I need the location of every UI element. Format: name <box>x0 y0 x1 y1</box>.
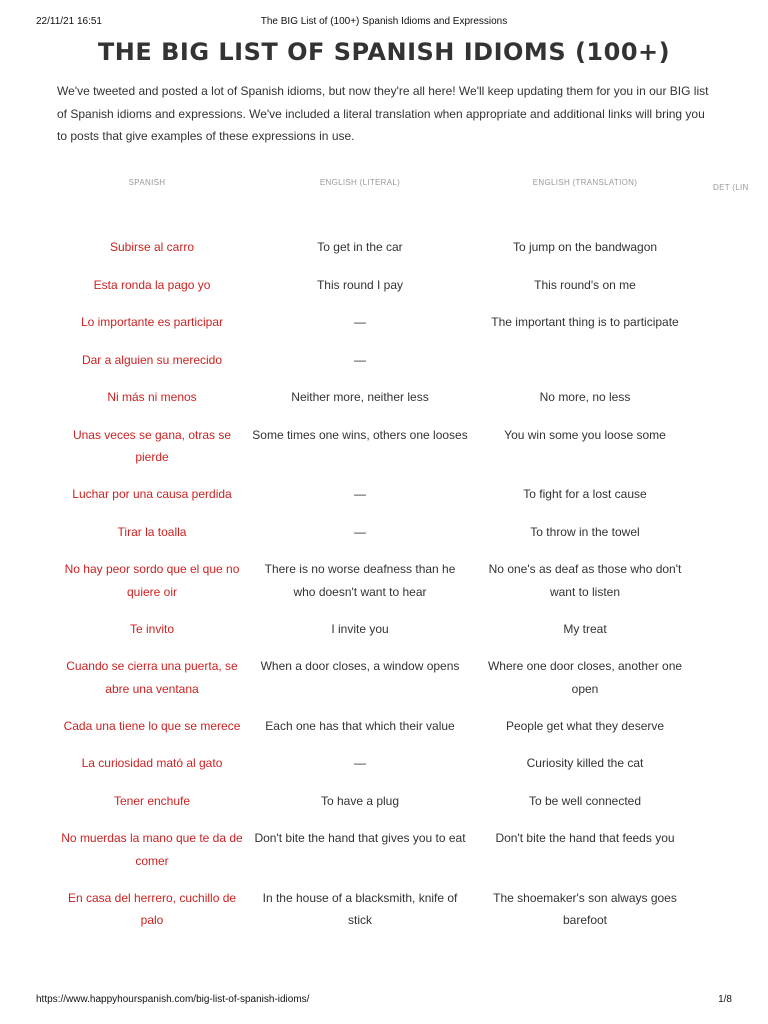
cell-literal: Each one has that which their value <box>265 718 455 733</box>
column-header-details: DET (LIN <box>713 183 749 192</box>
cell-literal: This round I pay <box>316 277 404 292</box>
cell-literal: — <box>354 756 366 770</box>
cell-translation: This round's on me <box>534 277 636 292</box>
print-doc-title: The BIG List of (100+) Spanish Idioms and Expressions <box>260 16 508 27</box>
table-row <box>0 887 768 947</box>
table-row <box>0 618 768 656</box>
table-row <box>0 311 768 349</box>
table-row <box>0 424 768 484</box>
cell-literal: Neither more, neither less <box>291 390 429 404</box>
table-row <box>0 558 768 618</box>
table-row <box>0 655 768 715</box>
idioms-table <box>0 236 768 946</box>
cell-spanish[interactable]: Dar a alguien su merecido <box>81 352 223 367</box>
cell-literal: — <box>354 487 366 501</box>
cell-spanish[interactable]: Unas veces se gana, otras se pierde <box>72 427 232 464</box>
cell-spanish[interactable]: Luchar por una causa perdida <box>72 487 232 501</box>
column-header-literal: ENGLISH (LITERAL) <box>319 178 401 187</box>
cell-literal: — <box>354 352 366 367</box>
cell-literal: There is no worse deafness than he who doesn't want to hear <box>264 562 456 599</box>
column-header-translation: ENGLISH (TRANSLATION) <box>532 178 638 187</box>
cell-spanish[interactable]: Tener enchufe <box>113 793 191 808</box>
print-url: https://www.happyhourspanish.com/big-list-of-spanish-idioms/ <box>36 994 310 1005</box>
cell-literal: I invite you <box>331 621 389 636</box>
table-row <box>0 752 768 790</box>
table-row <box>0 715 768 753</box>
cell-translation: People get what they deserve <box>505 718 665 733</box>
cell-spanish[interactable]: Te invito <box>129 621 175 636</box>
cell-spanish[interactable]: Esta ronda la pago yo <box>93 277 211 292</box>
table-row <box>0 274 768 312</box>
cell-spanish[interactable]: Lo importante es participar <box>80 315 224 329</box>
cell-translation: The shoemaker's son always goes barefoot <box>493 890 677 927</box>
cell-literal: Some times one wins, others one looses <box>252 427 468 442</box>
table-row <box>0 827 768 887</box>
table-row <box>0 349 768 387</box>
table-row <box>0 790 768 828</box>
cell-spanish[interactable]: La curiosidad mató al gato <box>81 756 223 770</box>
cell-translation: To throw in the towel <box>530 524 640 539</box>
table-row <box>0 521 768 559</box>
cell-literal: To have a plug <box>320 793 400 808</box>
cell-spanish[interactable]: Cada una tiene lo que se merece <box>63 718 241 733</box>
cell-literal: — <box>354 315 366 329</box>
print-header <box>36 16 732 30</box>
cell-literal: — <box>354 524 366 539</box>
page-title: THE BIG LIST OF SPANISH IDIOMS (100+) <box>97 38 671 66</box>
cell-translation: Curiosity killed the cat <box>526 756 644 770</box>
cell-spanish[interactable]: Tirar la toalla <box>117 524 187 539</box>
print-datetime: 22/11/21 16:51 <box>36 16 102 27</box>
cell-translation: My treat <box>563 621 607 636</box>
cell-translation: To fight for a lost cause <box>523 487 647 501</box>
cell-literal: To get in the car <box>317 240 403 254</box>
table-row <box>0 386 768 424</box>
cell-translation: No more, no less <box>539 390 631 404</box>
cell-spanish[interactable]: No hay peor sordo que el que no quiere oir <box>64 562 240 599</box>
cell-literal: Don't bite the hand that gives you to eat <box>254 831 466 845</box>
cell-spanish[interactable]: En casa del herrero, cuchillo de palo <box>67 890 237 927</box>
intro-paragraph: We've tweeted and posted a lot of Spanish idioms, but now they're all here! We'll keep updating them for you in our BIG list of Spanish idioms and expressions. We've included a literal translation when appropriate and additional links will bring you to posts that give examples of these expressions in use. <box>57 84 709 143</box>
cell-translation: No one's as deaf as those who don't want to listen <box>488 562 682 599</box>
cell-spanish[interactable]: No muerdas la mano que te da de comer <box>61 831 243 868</box>
cell-spanish[interactable]: Cuando se cierra una puerta, se abre una ventana <box>66 659 238 696</box>
cell-spanish[interactable]: Subirse al carro <box>109 240 195 254</box>
cell-translation: You win some you loose some <box>504 427 666 442</box>
cell-literal: In the house of a blacksmith, knife of stick <box>262 890 458 927</box>
cell-translation: To be well connected <box>528 793 642 808</box>
column-header-spanish: SPANISH <box>128 178 166 187</box>
cell-translation: Where one door closes, another one open <box>487 659 683 696</box>
cell-translation: The important thing is to participate <box>491 315 679 329</box>
cell-translation: To jump on the bandwagon <box>512 240 658 254</box>
table-row <box>0 236 768 274</box>
table-row <box>0 483 768 521</box>
page-number: 1/8 <box>718 994 732 1005</box>
print-footer <box>36 994 732 1008</box>
cell-spanish[interactable]: Ni más ni menos <box>107 390 197 404</box>
cell-literal: When a door closes, a window opens <box>260 659 460 673</box>
cell-translation: Don't bite the hand that feeds you <box>495 831 675 845</box>
